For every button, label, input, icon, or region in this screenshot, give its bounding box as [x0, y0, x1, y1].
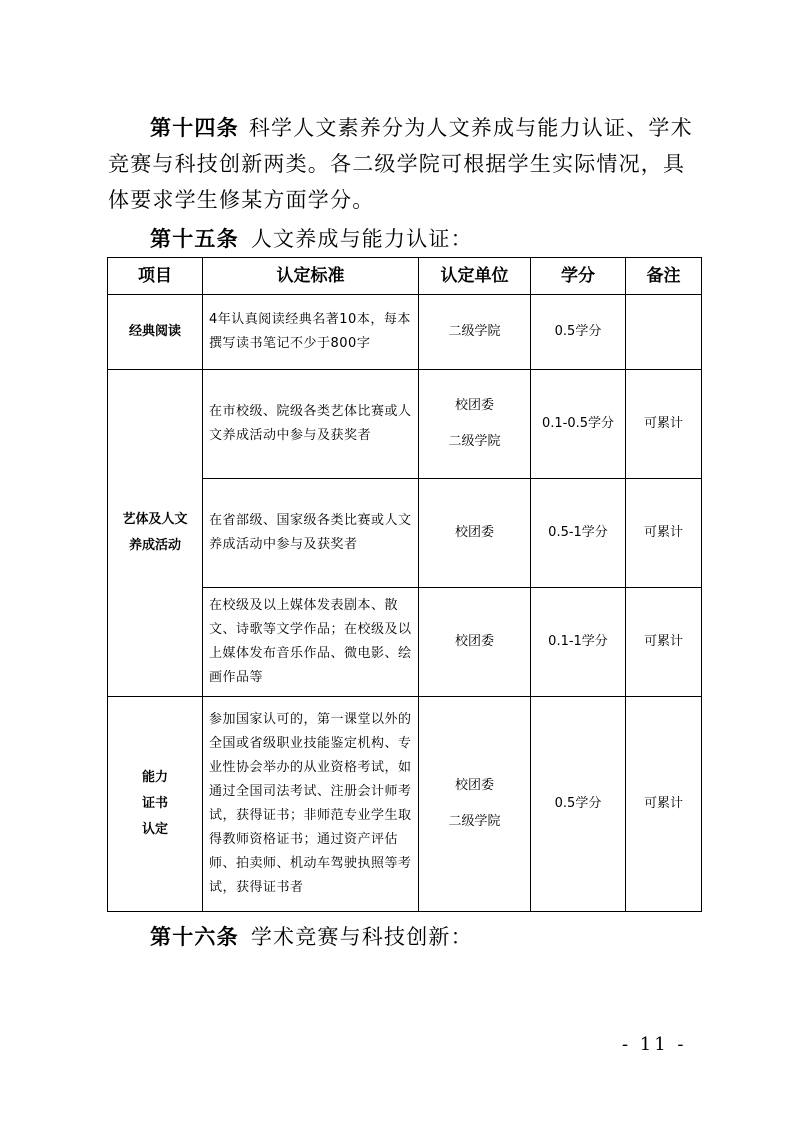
category-line: 经典阅读 [128, 324, 181, 339]
category-line: 养成活动 [128, 538, 181, 553]
credit-cell: 0.5学分 [531, 295, 626, 370]
category-cell [108, 697, 203, 912]
credit-cell: 0.5学分 [531, 697, 626, 912]
article-16-label: 第十六条 [150, 925, 239, 949]
standard-cell: 参加国家认可的，第一课堂以外的全国或省级职业技能鉴定机构、专业性协会举办的从业资格考试，如通过全国司法考试、注册会计师考试，获得证书；非师范专业学生取得教师资格证书；通过资产评估师、拍卖师、机动车驾驶执照等考试，获得证书者 [203, 697, 419, 912]
note-cell: 可累计 [626, 479, 702, 588]
unit-line: 二级学院 [448, 434, 501, 449]
article-14-text: 科学人文素养分为人文养成与能力认证、学术竞赛与科技创新两类。各二级学院可根据学生实际情况，具体要求学生修某方面学分。 [108, 116, 693, 212]
header-credit: 学分 [531, 258, 626, 295]
category-line: 证书 [141, 796, 168, 811]
header-note: 备注 [626, 258, 702, 295]
article-14-paragraph [108, 110, 704, 218]
unit-line: 二级学院 [448, 324, 501, 339]
note-cell [626, 295, 702, 370]
category-cell [108, 295, 203, 370]
article-15-heading [150, 224, 473, 254]
credit-cell: 0.1-0.5学分 [531, 370, 626, 479]
unit-cell [419, 588, 531, 697]
category-line: 艺体及人文 [122, 512, 188, 527]
table-row [108, 295, 702, 370]
unit-cell [419, 370, 531, 479]
standard-cell: 4年认真阅读经典名著10本，每本撰写读书笔记不少于800字 [203, 295, 419, 370]
credit-cell: 0.5-1学分 [531, 479, 626, 588]
unit-line: 校团委 [454, 398, 494, 413]
header-standard: 认定标准 [203, 258, 419, 295]
unit-cell [419, 479, 531, 588]
unit-line: 校团委 [454, 525, 494, 540]
table-header-row [108, 258, 702, 295]
category-line: 认定 [141, 822, 168, 837]
credit-table [107, 257, 702, 912]
unit-line: 校团委 [454, 778, 494, 793]
table-row [108, 697, 702, 912]
category-line: 能力 [141, 770, 168, 785]
page-number: - 11 - [622, 1034, 687, 1055]
article-16-text: 学术竞赛与科技创新： [250, 925, 473, 949]
standard-cell: 在市校级、院级各类艺体比赛或人文养成活动中参与及获奖者 [203, 370, 419, 479]
unit-line: 二级学院 [448, 814, 501, 829]
credit-cell: 0.1-1学分 [531, 588, 626, 697]
unit-line: 校团委 [454, 634, 494, 649]
article-15-text: 人文养成与能力认证： [250, 227, 473, 251]
unit-cell [419, 295, 531, 370]
standard-cell: 在省部级、国家级各类比赛或人文养成活动中参与及获奖者 [203, 479, 419, 588]
article-14-label: 第十四条 [150, 116, 239, 140]
article-15-label: 第十五条 [150, 227, 239, 251]
note-cell: 可累计 [626, 370, 702, 479]
header-unit: 认定单位 [419, 258, 531, 295]
table-row [108, 370, 702, 479]
article-16-heading [150, 922, 473, 952]
standard-cell: 在校级及以上媒体发表剧本、散文、诗歌等文学作品；在校级及以上媒体发布音乐作品、微电影、绘画作品等 [203, 588, 419, 697]
header-item: 项目 [108, 258, 203, 295]
note-cell: 可累计 [626, 588, 702, 697]
category-cell [108, 370, 203, 697]
unit-cell [419, 697, 531, 912]
note-cell: 可累计 [626, 697, 702, 912]
